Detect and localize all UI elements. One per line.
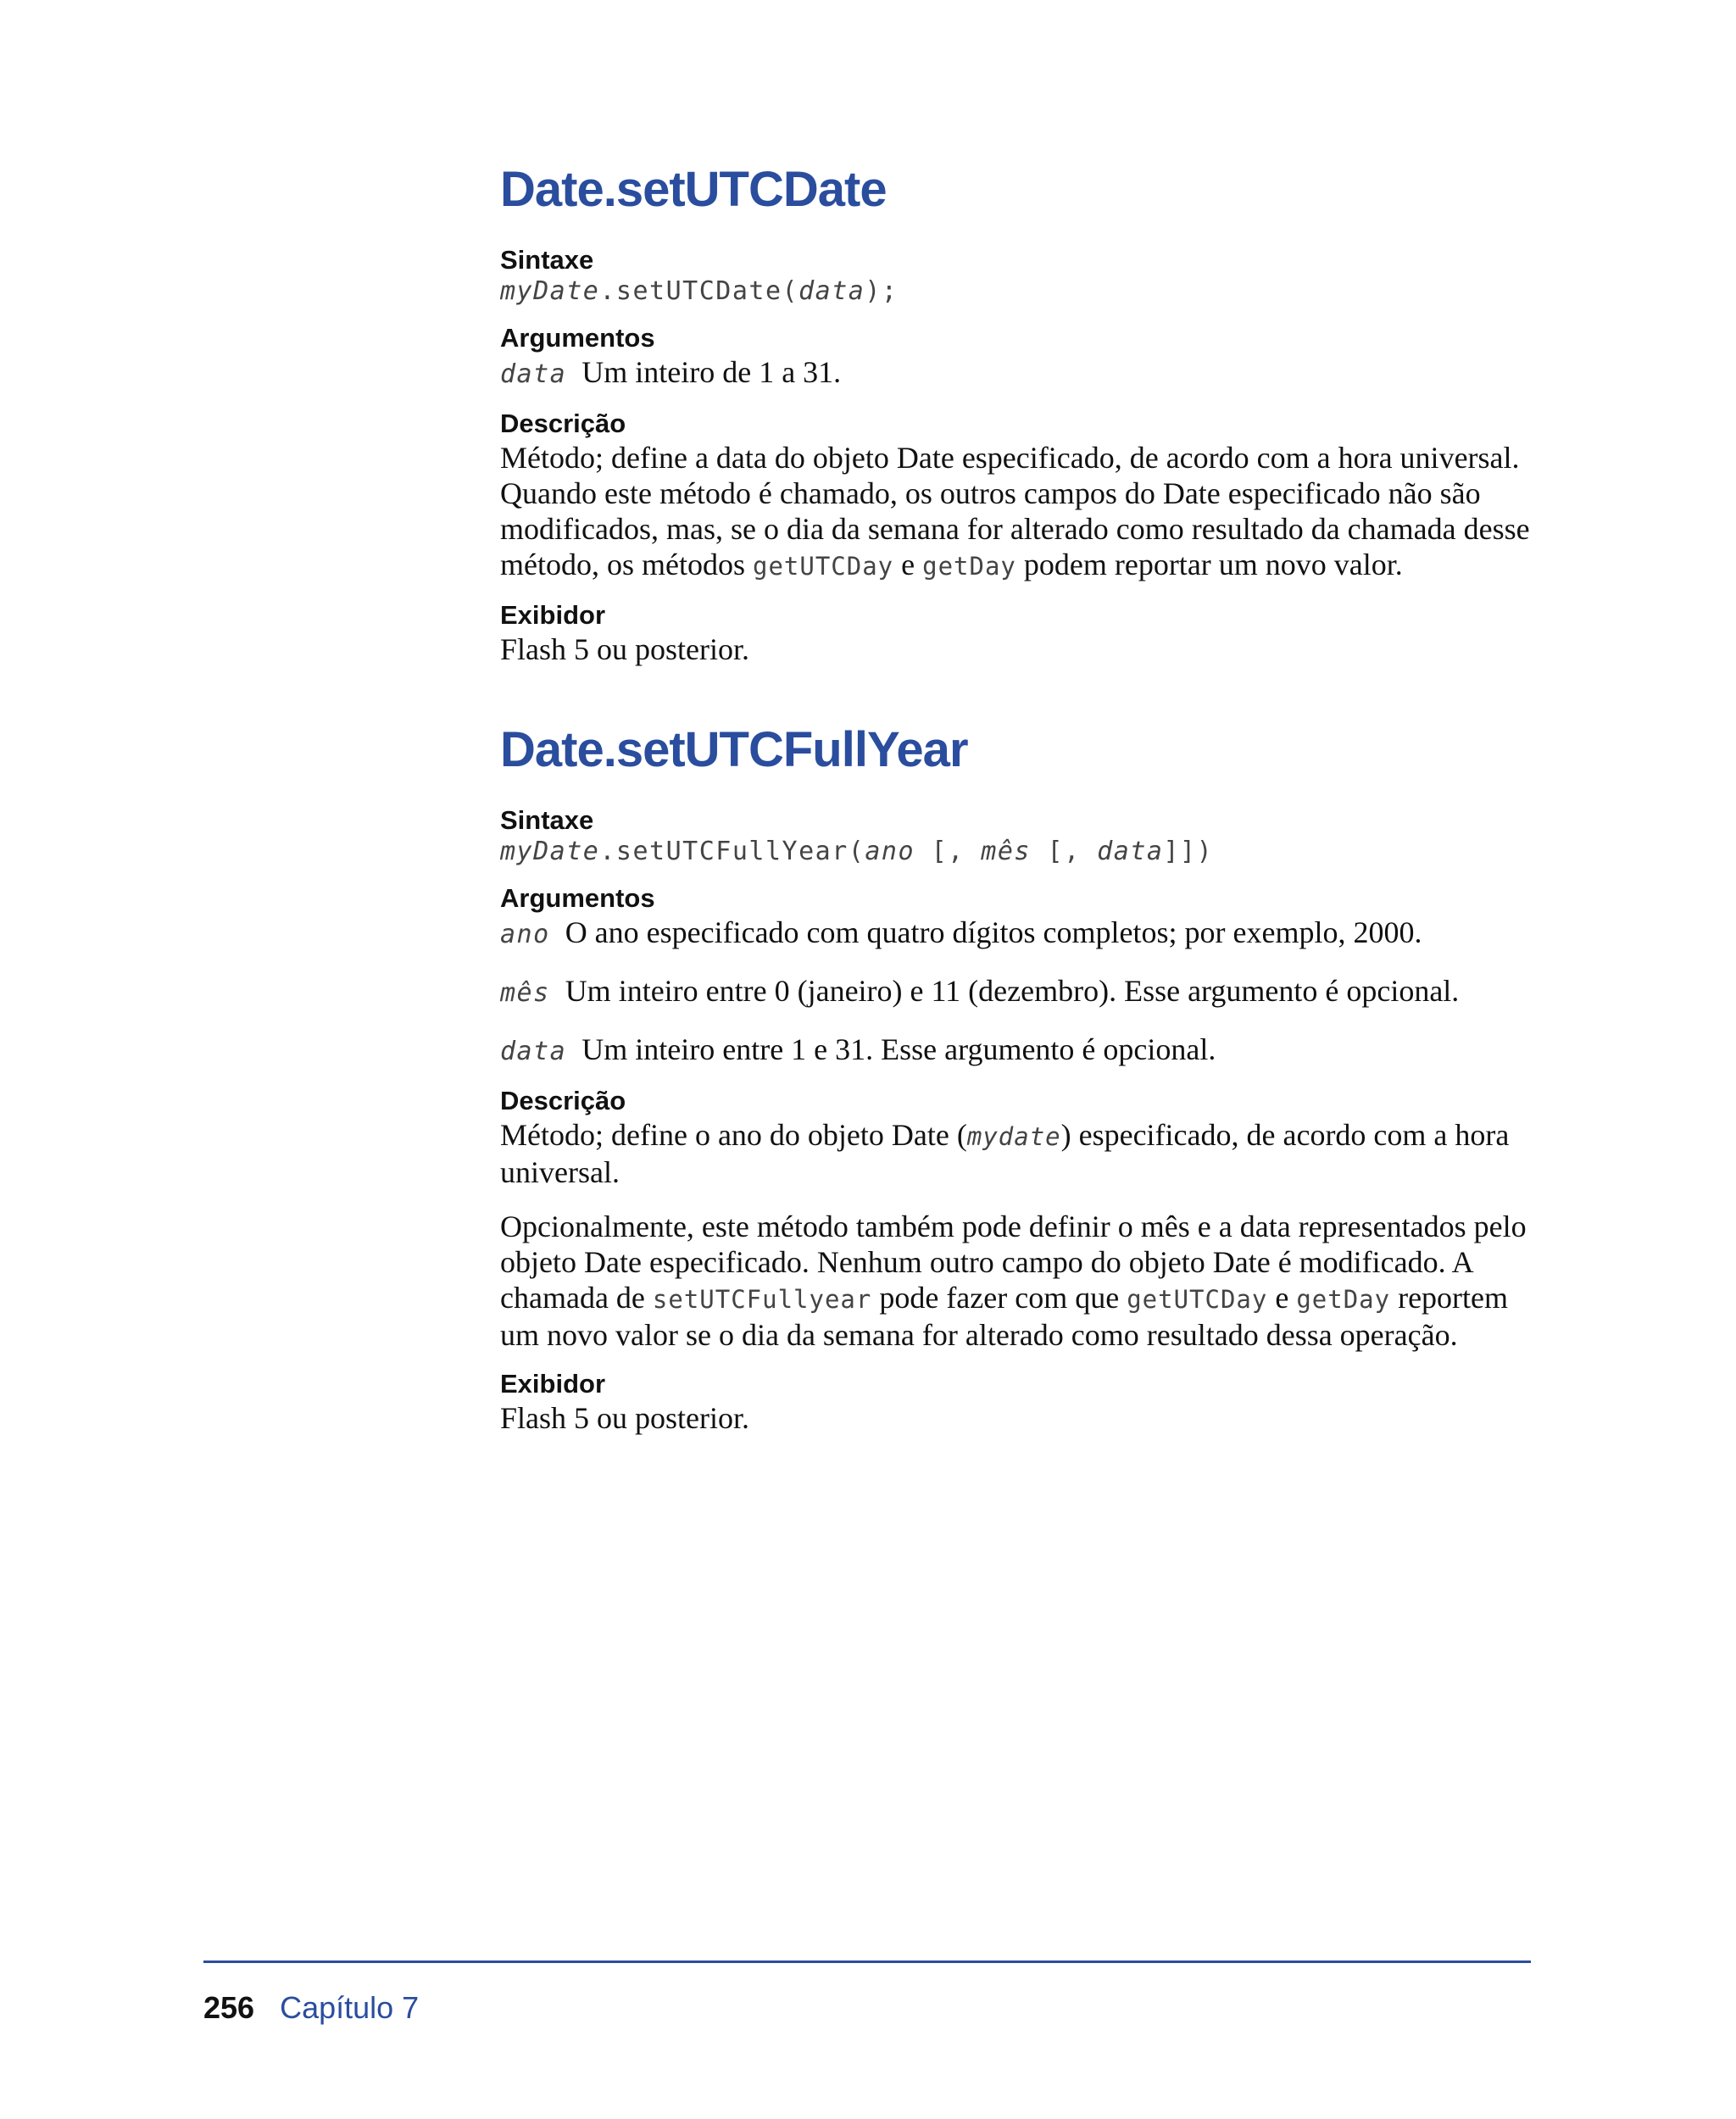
argument-description: Um inteiro entre 1 e 31. Esse argumento é opcional. (581, 1032, 1216, 1066)
argument-item (500, 973, 1534, 1011)
description-text (500, 1117, 1534, 1190)
entry-setutcfullyear (500, 720, 1534, 1436)
page-footer (203, 1990, 419, 2026)
syntax-method: .setUTCDate( (599, 276, 799, 306)
syntax-arg: mês (981, 837, 1031, 866)
player-text: Flash 5 ou posterior. (500, 632, 749, 666)
description-part: e (893, 548, 923, 581)
syntax-object: myDate (500, 837, 600, 866)
syntax-arg: ano (865, 837, 915, 866)
argument-item (500, 915, 1534, 953)
description-part: pode fazer com que (871, 1281, 1127, 1315)
argument-name: data (500, 1037, 567, 1066)
player-label: Exibidor (500, 1369, 606, 1399)
syntax-code (500, 837, 1534, 867)
page-number: 256 (203, 1990, 255, 2025)
entry-title: Date.setUTCFullYear (500, 722, 968, 777)
description-part: ) especificado, de acordo com a hora universal. (500, 1118, 1510, 1189)
page-content (500, 159, 1534, 1436)
argument-name: mês (500, 978, 550, 1008)
syntax-code (500, 276, 1534, 307)
code-setutcfullyear: setUTCFullyear (652, 1285, 872, 1314)
description-label: Descrição (500, 409, 626, 438)
chapter-label: Capítulo 7 (280, 1990, 420, 2025)
description-part: Opcionalmente, este método também pode definir o mês e a data representados pelo objeto Date especificado. Nenhum outro campo do objeto Date é modificado. A chamada de (500, 1210, 1527, 1315)
code-mydate: mydate (966, 1122, 1061, 1151)
description-part: Método; define o ano do objeto Date ( (500, 1118, 967, 1152)
syntax-label: Sintaxe (500, 805, 594, 835)
argument-name: data (500, 359, 567, 389)
argument-description: Um inteiro entre 0 (janeiro) e 11 (dezembro). Esse argumento é opcional. (565, 974, 1460, 1008)
code-getutcday: getUTCDay (752, 552, 894, 581)
argument-name: ano (500, 920, 550, 949)
syntax-close: ); (865, 276, 899, 306)
description-part: reportem um novo valor se o dia da semana for alterado como resultado dessa operação. (500, 1281, 1509, 1352)
description-text (500, 1209, 1534, 1353)
description-label: Descrição (500, 1086, 626, 1115)
entry-setutcdate (500, 159, 1534, 667)
code-getutcday: getUTCDay (1127, 1285, 1268, 1314)
entry-title: Date.setUTCDate (500, 162, 887, 217)
description-part: podem reportar um novo valor. (1015, 548, 1403, 581)
syntax-object: myDate (500, 276, 600, 306)
description-part: Método; define a data do objeto Date especificado, de acordo com a hora universal. Quando este método é chamado, os outros campos do Date especificado não são modificados, mas, se o dia da semana for alterado como resultado da chamada desse método, os métodos (500, 441, 1530, 581)
description-part: e (1267, 1281, 1297, 1315)
syntax-close: ]]) (1163, 837, 1214, 866)
argument-description: O ano especificado com quatro dígitos completos; por exemplo, 2000. (565, 915, 1422, 949)
syntax-separator: [, (915, 837, 982, 866)
syntax-method: .setUTCFullYear( (599, 837, 865, 866)
player-label: Exibidor (500, 600, 606, 630)
player-text: Flash 5 ou posterior. (500, 1401, 749, 1435)
description-text (500, 440, 1534, 584)
syntax-separator: [, (1030, 837, 1098, 866)
syntax-arg: data (1097, 837, 1164, 866)
argument-item (500, 354, 1534, 392)
syntax-label: Sintaxe (500, 245, 594, 275)
argument-item (500, 1032, 1534, 1070)
syntax-arg: data (798, 276, 865, 306)
arguments-label: Argumentos (500, 883, 655, 913)
argument-description: Um inteiro de 1 a 31. (581, 355, 842, 389)
code-getday: getDay (1296, 1285, 1391, 1314)
code-getday: getDay (922, 552, 1016, 581)
arguments-label: Argumentos (500, 323, 655, 353)
footer-rule (203, 1960, 1531, 1963)
